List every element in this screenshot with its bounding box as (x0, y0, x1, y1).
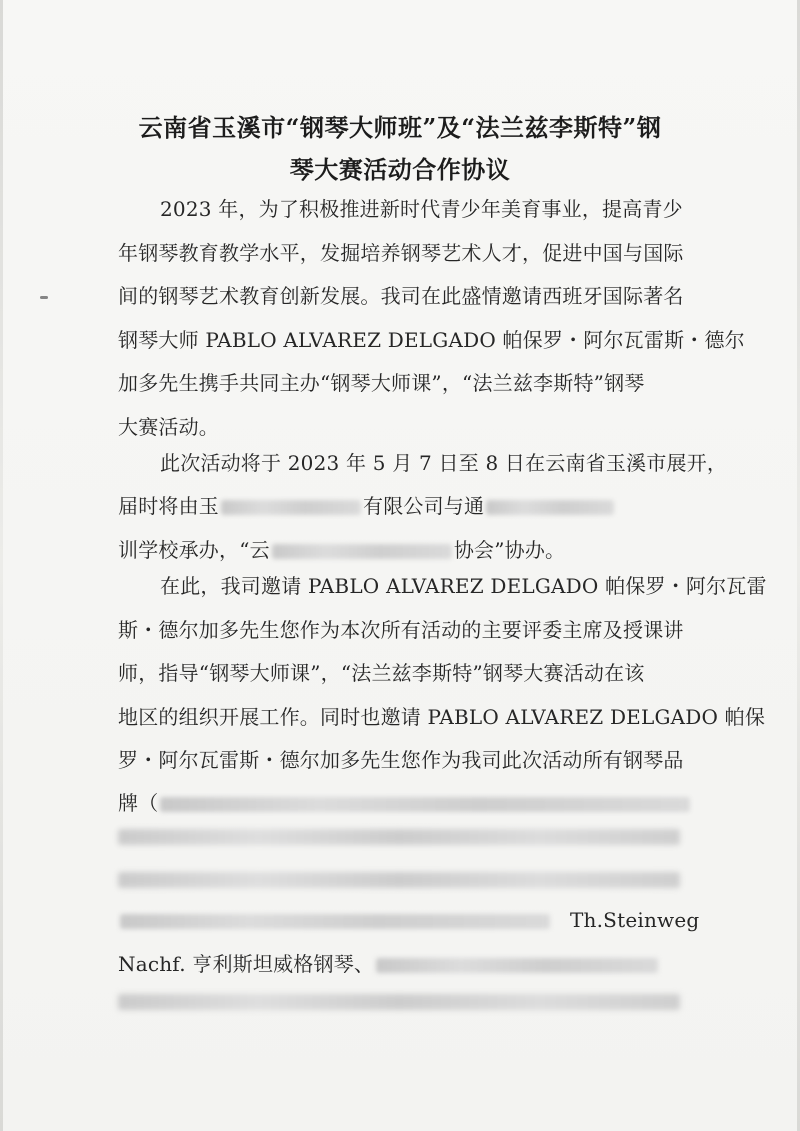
paragraph-line (118, 493, 616, 519)
paragraph-line: 地区的组织开展工作。同时也邀请 PABLO ALVAREZ DELGADO 帕保 (118, 705, 766, 729)
paragraph-line (118, 790, 692, 816)
paragraph-line: 师，指导“钢琴大师课”，“法兰兹李斯特”钢琴大赛活动在该 (118, 661, 645, 685)
redacted-text (376, 958, 658, 973)
paragraph-line (118, 951, 660, 977)
line-text: 协会”协办。 (453, 538, 566, 562)
line-text: 训学校承办，“云 (118, 538, 270, 562)
paragraph-line: 此次活动将于 2023 年 5 月 7 日至 8 日在云南省玉溪市展开， (160, 451, 728, 475)
line-text: Th.Steinweg (570, 908, 700, 932)
paragraph-line: 斯・德尔加多先生您作为本次所有活动的主要评委主席及授课讲 (118, 618, 684, 642)
paragraph-line: 间的钢琴艺术教育创新发展。我司在此盛情邀请西班牙国际著名 (118, 284, 684, 308)
paragraph-line: 2023 年，为了积极推进新时代青少年美育事业，提高青少 (160, 197, 683, 221)
redacted-text (272, 544, 452, 559)
paragraph-line (118, 907, 699, 933)
line-text: Nachf. 亨利斯坦威格钢琴、 (118, 952, 375, 976)
redacted-text (221, 500, 361, 515)
redacted-line (118, 994, 680, 1010)
paragraph-line: 年钢琴教育教学水平，发掘培养钢琴艺术人才，促进中国与国际 (118, 241, 684, 265)
paragraph-line: 在此，我司邀请 PABLO ALVAREZ DELGADO 帕保罗・阿尔瓦雷 (160, 574, 767, 598)
redacted-line (118, 829, 680, 845)
line-text: 有限公司与通 (363, 494, 485, 518)
line-text: 牌（ (118, 791, 159, 815)
scan-edge-left (0, 0, 3, 1131)
redacted-text (486, 500, 614, 515)
paragraph-line: 大赛活动。 (118, 415, 219, 439)
document-title-line-1: 云南省玉溪市“钢琴大师班”及“法兰兹李斯特”钢 (138, 113, 662, 142)
redacted-text (160, 797, 690, 812)
line-text: 届时将由玉 (118, 494, 219, 518)
paragraph-line: 加多先生携手共同主办“钢琴大师课”，“法兰兹李斯特”钢琴 (118, 371, 645, 395)
paragraph-line: 钢琴大师 PABLO ALVAREZ DELGADO 帕保罗・阿尔瓦雷斯・德尔 (118, 328, 745, 352)
paragraph-line (118, 537, 565, 563)
document-title-line-2: 琴大赛活动合作协议 (289, 155, 511, 184)
paragraph-line: 罗・阿尔瓦雷斯・德尔加多先生您作为我司此次活动所有钢琴品 (118, 748, 684, 772)
redacted-line (118, 872, 680, 888)
scan-speck (40, 296, 48, 299)
redacted-text (120, 914, 550, 929)
